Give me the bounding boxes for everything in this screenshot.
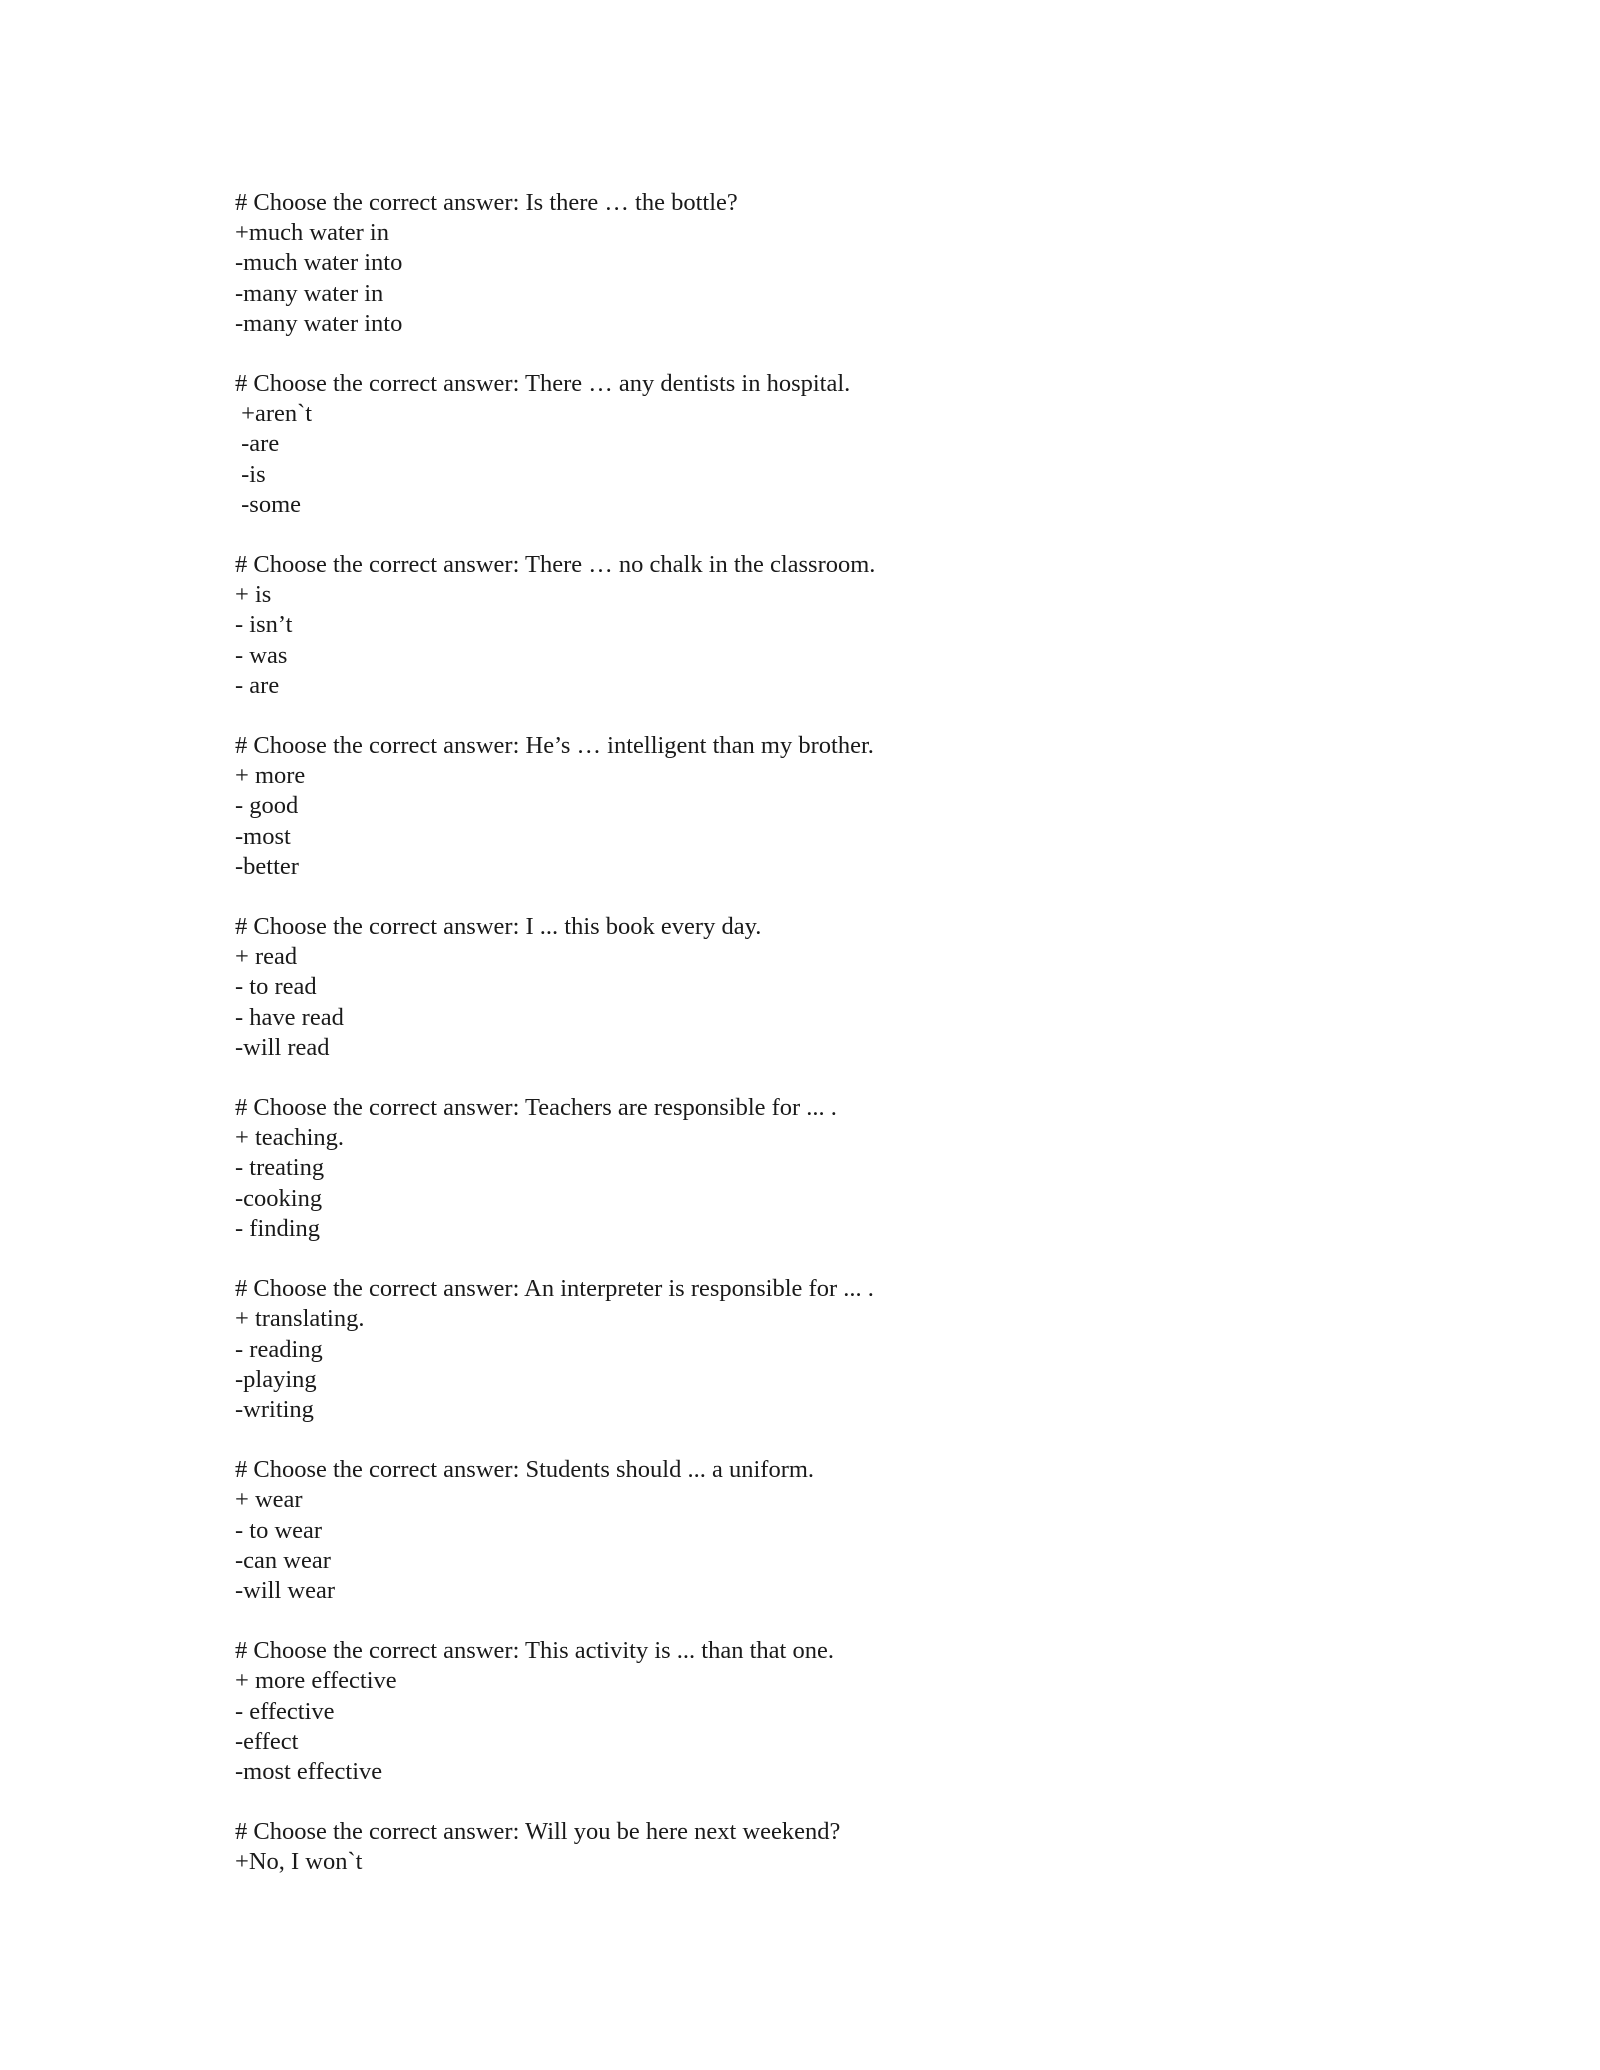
answer-option: +much water in [235,219,389,247]
answer-option: -is [235,460,266,488]
answer-option: +No, I won`t [235,1848,363,1876]
question-block [235,1455,1435,1606]
question-block [235,1274,1435,1425]
answer-option: - are [235,671,280,699]
question-block [235,1093,1435,1244]
answer-option: -playing [235,1365,317,1393]
answer-option: -most effective [235,1757,383,1785]
question-prompt: # Choose the correct answer: I ... this book every day. [235,913,762,941]
answer-option: - effective [235,1697,335,1725]
question-block [235,1817,1435,1877]
answer-option: +aren`t [235,400,313,428]
question-prompt: # Choose the correct answer: Teachers are responsible for ... . [235,1094,837,1122]
answer-option: + wear [235,1486,303,1514]
answer-option: -will wear [235,1576,335,1604]
question-block [235,731,1435,882]
answer-option: - to wear [235,1516,323,1544]
answer-option: + more [235,762,306,790]
answer-option: -better [235,852,299,880]
answer-option: + more effective [235,1667,397,1695]
question-prompt: # Choose the correct answer: He’s … intelligent than my brother. [235,732,874,760]
question-block [235,1636,1435,1787]
answer-option: - to read [235,973,317,1001]
answer-option: -effect [235,1727,299,1755]
question-block [235,369,1435,520]
answer-option: - treating [235,1154,325,1182]
answer-option: - isn’t [235,611,293,639]
answer-option: -most [235,822,291,850]
question-block [235,912,1435,1063]
answer-option: -many water into [235,309,403,337]
answer-option: -will read [235,1033,330,1061]
question-prompt: # Choose the correct answer: Will you be here next weekend? [235,1818,841,1846]
answer-option: -writing [235,1395,314,1423]
answer-option: + is [235,581,272,609]
question-prompt: # Choose the correct answer: There … any dentists in hospital. [235,370,851,398]
answer-option: -can wear [235,1546,331,1574]
answer-option: - have read [235,1003,344,1031]
answer-option: - finding [235,1214,321,1242]
answer-option: -are [235,430,280,458]
question-prompt: # Choose the correct answer: Students should ... a uniform. [235,1456,815,1484]
answer-option: + teaching. [235,1124,345,1152]
answer-option: -much water into [235,249,403,277]
answer-option: -many water in [235,279,384,307]
question-prompt: # Choose the correct answer: An interpreter is responsible for ... . [235,1275,874,1303]
question-block [235,188,1435,339]
document-page [235,188,1435,1908]
question-block [235,550,1435,701]
answer-option: - good [235,792,299,820]
question-prompt: # Choose the correct answer: There … no chalk in the classroom. [235,551,876,579]
answer-option: + translating. [235,1305,365,1333]
question-prompt: # Choose the correct answer: This activity is ... than that one. [235,1637,834,1665]
answer-option: -cooking [235,1184,323,1212]
answer-option: + read [235,943,298,971]
answer-option: - was [235,641,288,669]
answer-option: -some [235,490,301,518]
answer-option: - reading [235,1335,323,1363]
question-prompt: # Choose the correct answer: Is there … the bottle? [235,189,738,216]
